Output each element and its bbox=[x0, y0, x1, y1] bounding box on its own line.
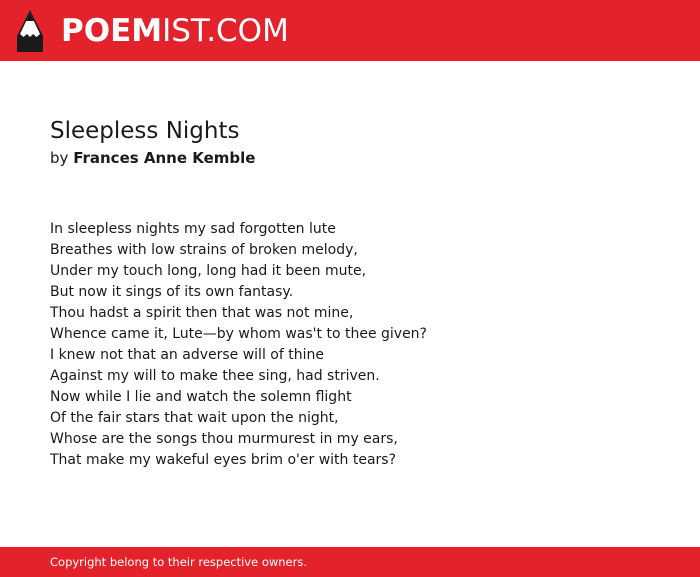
poem-line: That make my wakeful eyes brim o'er with tears? bbox=[50, 452, 397, 468]
by-label: by bbox=[50, 149, 69, 167]
poem-line: Against my will to make thee sing, had striven. bbox=[50, 368, 380, 384]
poem-line: But now it sings of its own fantasy. bbox=[50, 284, 294, 300]
poem-line: Whose are the songs thou murmurest in my ears, bbox=[50, 431, 398, 447]
poem-line: Under my touch long, long had it been mute, bbox=[50, 263, 367, 279]
poem-title: Sleepless Nights bbox=[50, 118, 240, 144]
logo-text-bold: POEM bbox=[61, 12, 163, 49]
poem-line: In sleepless nights my sad forgotten lute bbox=[50, 221, 336, 237]
logo-text-light: IST.COM bbox=[162, 12, 289, 49]
pencil-icon bbox=[17, 10, 43, 52]
site-footer bbox=[0, 547, 700, 577]
poem-content bbox=[50, 116, 670, 471]
poem-byline bbox=[50, 147, 670, 169]
poem-line: Thou hadst a spirit then that was not mine, bbox=[50, 305, 354, 321]
poem-line: I knew not that an adverse will of thine bbox=[50, 347, 324, 363]
site-logo-link[interactable] bbox=[17, 10, 289, 52]
poem-line: Now while I lie and watch the solemn flight bbox=[50, 389, 352, 405]
poem-author: Frances Anne Kemble bbox=[73, 149, 256, 167]
poem-line: Breathes with low strains of broken melody, bbox=[50, 242, 358, 258]
site-header bbox=[0, 0, 700, 61]
poem-line: Of the fair stars that wait upon the night, bbox=[50, 410, 339, 426]
poem-body bbox=[50, 219, 670, 471]
logo-text bbox=[61, 12, 289, 49]
footer-copyright: Copyright belong to their respective owners. bbox=[50, 555, 308, 569]
poem-line: Whence came it, Lute—by whom was't to thee given? bbox=[50, 326, 427, 342]
